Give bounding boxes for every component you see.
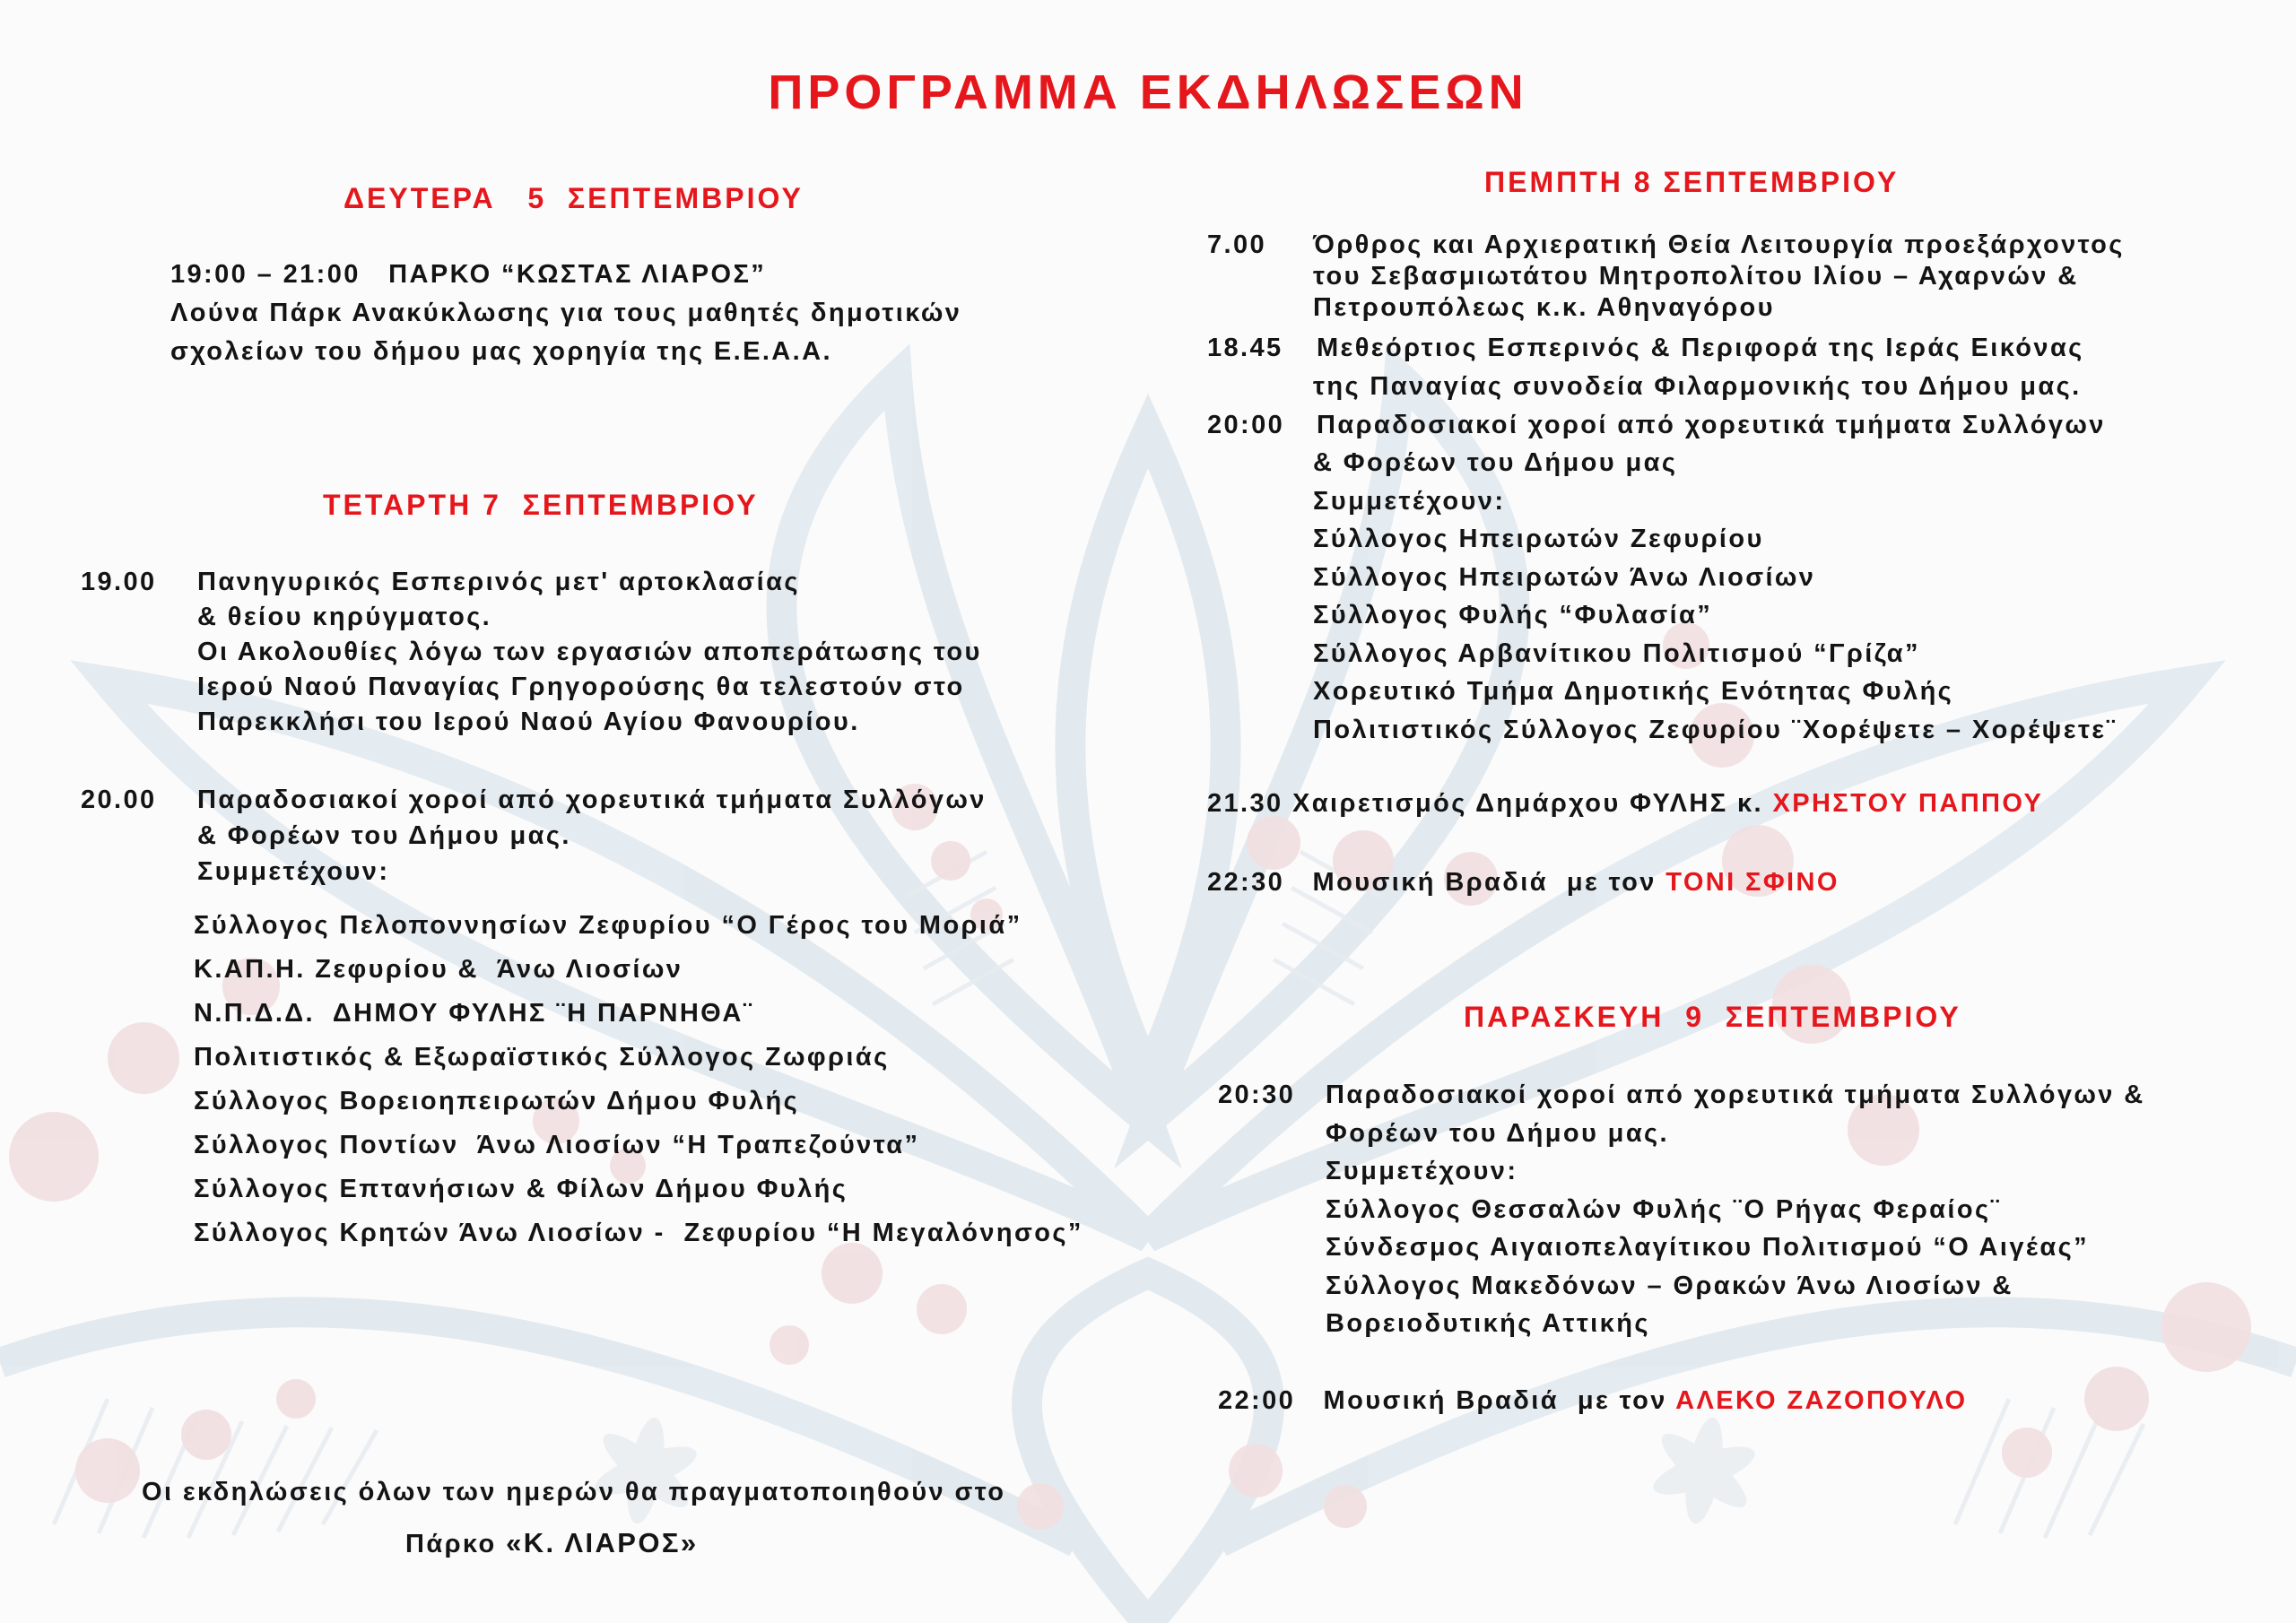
wednesday-participant: Σύλλογος Βορειοηπειρωτών Δήμου Φυλής: [194, 1087, 800, 1115]
friday-event2: [1218, 1386, 1967, 1416]
thursday-participant: Χορευτικό Τμήμα Δημοτικής Ενότητας Φυλής: [1313, 677, 1954, 706]
thursday-event2-time: 18.45: [1207, 334, 1283, 362]
footer-note-line-2: [405, 1527, 699, 1559]
wednesday-event2-line-1: Παραδοσιακοί χοροί από χορευτικά τμήματα Συλλόγων: [197, 785, 987, 814]
thursday-event1-time: 7.00: [1207, 230, 1267, 259]
wednesday-event1-line-2: & θείου κηρύγματος.: [197, 603, 492, 631]
thursday-event5-time: 22:30: [1207, 868, 1285, 897]
thursday-participant: Σύλλογος Ηπειρωτών Ζεφυρίου: [1313, 525, 1764, 553]
friday-event2-text: Μουσική Βραδιά με τον: [1323, 1386, 1667, 1415]
wednesday-event1-line-3: Οι Ακολουθίες λόγω των εργασιών αποπεράτωσης του: [197, 638, 982, 666]
friday-participant: Σύλλογος Μακεδόνων – Θρακών Άνω Λιοσίων &: [1326, 1271, 2013, 1300]
wednesday-participant: Σύλλογος Επτανήσιων & Φίλων Δήμου Φυλής: [194, 1175, 848, 1203]
wednesday-participant: Σύλλογος Ποντίων Άνω Λιοσίων “Η Τραπεζούντα”: [194, 1131, 920, 1159]
thursday-event4-text: Χαιρετισμός Δημάρχου ΦΥΛΗΣ κ.: [1292, 789, 1763, 818]
friday-participant: Σύνδεσμος Αιγαιοπελαγίτικου Πολιτισμού “Ο Αιγέας”: [1326, 1233, 2089, 1262]
thursday-event4: [1207, 789, 2043, 819]
wednesday-event1-line-1: Πανηγυρικός Εσπερινός μετ' αρτοκλασίας: [197, 568, 800, 596]
wednesday-event1-line-5: Παρεκκλήσι του Ιερού Ναού Αγίου Φανουρίου.: [197, 707, 860, 736]
thursday-event4-time: 21.30: [1207, 789, 1283, 818]
friday-event2-time: 22:00: [1218, 1386, 1296, 1415]
thursday-participant: Σύλλογος Ηπειρωτών Άνω Λιοσίων: [1313, 563, 1816, 592]
wednesday-event2-time: 20.00: [81, 785, 157, 814]
wednesday-participant: Κ.ΑΠ.Η. Ζεφυρίου & Άνω Λιοσίων: [194, 955, 683, 984]
wednesday-participant: Πολιτιστικός & Εξωραϊστικός Σύλλογος Ζωφριάς: [194, 1043, 890, 1072]
day-heading-thursday: ΠΕΜΠΤΗ 8 ΣΕΠΤΕΜΒΡΙΟΥ: [1484, 166, 1900, 198]
wednesday-event1-time: 19.00: [81, 568, 157, 596]
thursday-event3-time: 20:00: [1207, 411, 1285, 439]
thursday-event2-line-2: της Παναγίας συνοδεία Φιλαρμονικής του Δήμου μας.: [1313, 372, 2082, 401]
footer-park-name: «Κ. ΛΙΑΡΟΣ»: [506, 1527, 699, 1558]
thursday-event1-line-1: Όρθρος και Αρχιερατική Θεία Λειτουργία προεξάρχοντος: [1313, 230, 2125, 259]
thursday-event3-line-1: Παραδοσιακοί χοροί από χορευτικά τμήματα Συλλόγων: [1317, 411, 2106, 439]
day-heading-wednesday: ΤΕΤΑΡΤΗ 7 ΣΕΠΤΕΜΒΡΙΟΥ: [323, 489, 759, 521]
monday-line-2: Λούνα Πάρκ Ανακύκλωσης για τους μαθητές δημοτικών: [170, 299, 962, 327]
friday-event2-highlight: ΑΛΕΚΟ ΖΑΖΟΠΟΥΛΟ: [1675, 1386, 1968, 1415]
thursday-event1-line-2: του Σεβασμιωτάτου Μητροπολίτου Ιλίου – Αχαρνών &: [1313, 262, 2079, 291]
wednesday-participant: Σύλλογος Πελοποννησίων Ζεφυρίου “Ο Γέρος του Μοριά”: [194, 911, 1022, 940]
friday-event1-line-3: Συμμετέχουν:: [1326, 1157, 1518, 1185]
friday-participant: Βορειοδυτικής Αττικής: [1326, 1309, 1650, 1338]
thursday-participant: Πολιτιστικός Σύλλογος Ζεφυρίου ¨Χορέψετε – Χορέψετε¨: [1313, 716, 2118, 744]
thursday-event1-line-3: Πετρουπόλεως κ.κ. Αθηναγόρου: [1313, 293, 1775, 322]
friday-participant: Σύλλογος Θεσσαλών Φυλής ¨Ο Ρήγας Φεραίος¨: [1326, 1195, 2002, 1224]
friday-event1-line-1: Παραδοσιακοί χοροί από χορευτικά τμήματα Συλλόγων &: [1326, 1081, 2145, 1109]
monday-line-3: σχολείων του δήμου μας χορηγία της Ε.Ε.Α.Α.: [170, 337, 832, 366]
footer-park-label: Πάρκο: [405, 1530, 507, 1558]
thursday-event5-highlight: ΤΟΝΙ ΣΦΙΝΟ: [1665, 868, 1839, 897]
thursday-event5: [1207, 868, 1839, 898]
day-heading-monday: ΔΕΥΤΕΡΑ 5 ΣΕΠΤΕΜΒΡΙΟΥ: [344, 182, 804, 214]
page-title: ΠΡΟΓΡΑΜΜΑ ΕΚΔΗΛΩΣΕΩΝ: [768, 65, 1528, 119]
thursday-participant: Σύλλογος Φυλής “Φυλασία”: [1313, 601, 1713, 629]
thursday-event4-highlight: ΧΡΗΣΤΟΥ ΠΑΠΠΟΥ: [1772, 789, 2044, 818]
footer-note-line-1: Οι εκδηλώσεις όλων των ημερών θα πραγματοποιηθούν στο: [142, 1478, 1006, 1506]
thursday-event5-text: Μουσική Βραδιά με τον: [1312, 868, 1657, 897]
wednesday-participant: Σύλλογος Κρητών Άνω Λιοσίων - Ζεφυρίου “Η Μεγαλόνησος”: [194, 1219, 1083, 1247]
wednesday-event2-line-3: Συμμετέχουν:: [197, 857, 390, 886]
monday-line-1: 19:00 – 21:00 ΠΑΡΚΟ “ΚΩΣΤΑΣ ΛΙΑΡΟΣ”: [170, 260, 767, 289]
thursday-participant: Σύλλογος Αρβανίτικου Πολιτισμού “Γρίζα”: [1313, 639, 1920, 668]
thursday-event2-line-1: Μεθεόρτιος Εσπερινός & Περιφορά της Ιεράς Εικόνας: [1317, 334, 2084, 362]
friday-event1-line-2: Φορέων του Δήμου μας.: [1326, 1119, 1669, 1148]
wednesday-event2-line-2: & Φορέων του Δήμου μας.: [197, 821, 571, 850]
thursday-event3-line-2: & Φορέων του Δήμου μας: [1313, 448, 1678, 477]
thursday-event3-line-3: Συμμετέχουν:: [1313, 487, 1506, 516]
day-heading-friday: ΠΑΡΑΣΚΕΥΗ 9 ΣΕΠΤΕΜΒΡΙΟΥ: [1464, 1001, 1961, 1033]
wednesday-event1-line-4: Ιερού Ναού Παναγίας Γρηγορούσης θα τελεστούν στο: [197, 673, 965, 701]
wednesday-participant: Ν.Π.Δ.Δ. ΔΗΜΟΥ ΦΥΛΗΣ ¨Η ΠΑΡΝΗΘΑ¨: [194, 999, 754, 1028]
friday-event1-time: 20:30: [1218, 1081, 1296, 1109]
